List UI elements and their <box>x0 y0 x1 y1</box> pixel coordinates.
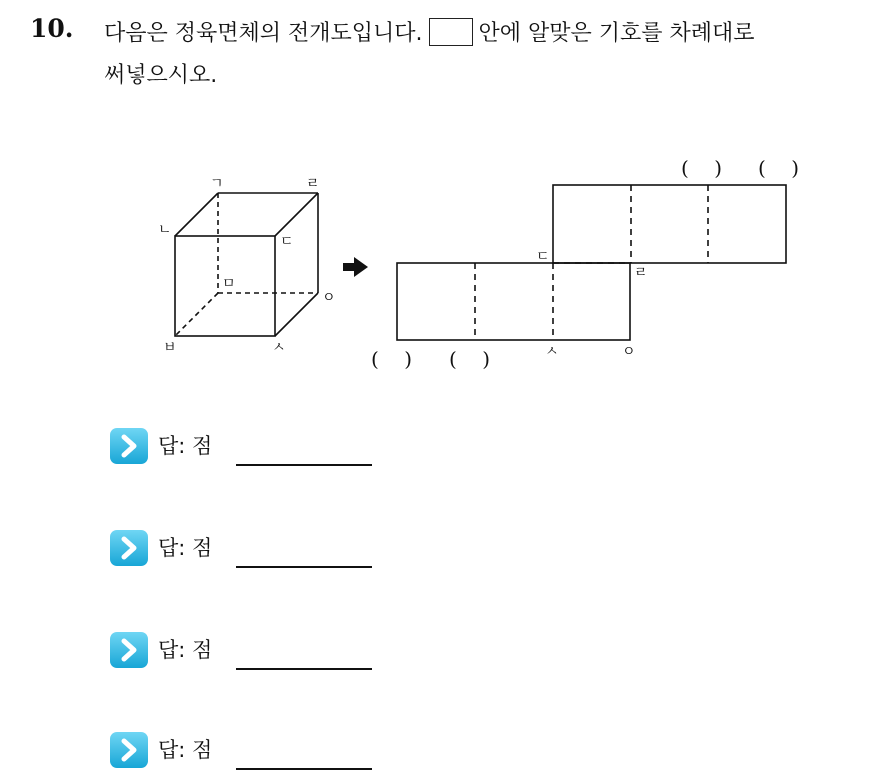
cube-hidden-edge <box>175 293 218 336</box>
net-blank-3: ( ) <box>371 347 413 371</box>
net-label-ieung: ㅇ <box>622 344 636 360</box>
answer-blank-line[interactable] <box>236 768 372 770</box>
question-text-part1: 다음은 정육면체의 전개도입니다. <box>104 21 423 46</box>
net-upper-strip <box>553 185 786 263</box>
cube-net-diagram <box>397 185 786 340</box>
question-text-part2: 안에 알맞은 기호를 차례대로 <box>478 21 755 46</box>
net-blank-1: ( ) <box>681 156 723 180</box>
cube-diagram <box>175 193 318 336</box>
cube-label-bieup: ㅂ <box>163 340 177 356</box>
net-label-digeut: ㄷ <box>536 249 550 265</box>
net-label-siot: ㅅ <box>545 344 559 360</box>
net-lower-strip <box>397 263 630 340</box>
cube-label-nieun: ㄴ <box>158 222 172 238</box>
answer-blank-line[interactable] <box>236 464 372 466</box>
chevron-right-icon <box>110 530 148 566</box>
cube-label-giyeok: ㄱ <box>210 176 224 192</box>
net-blank-2: ( ) <box>758 156 800 180</box>
cube-label-digeut: ㄷ <box>280 234 294 250</box>
cube-label-mieum: ㅁ <box>222 276 236 292</box>
net-blank-4: ( ) <box>449 347 491 371</box>
answer-label: 답: 점 <box>158 638 213 662</box>
arrow-right-icon <box>343 257 368 277</box>
answer-blank-line[interactable] <box>236 566 372 568</box>
net-label-rieul: ㄹ <box>634 265 648 281</box>
answer-label: 답: 점 <box>158 536 213 560</box>
chevron-right-icon <box>110 428 148 464</box>
cube-label-ieung: ㅇ <box>322 290 336 306</box>
question-text-line2: 써넣으시오. <box>104 63 218 88</box>
cube-label-rieul: ㄹ <box>306 176 320 192</box>
answer-label: 답: 점 <box>158 434 213 458</box>
question-number: 10. <box>30 14 74 43</box>
chevron-right-icon <box>110 732 148 768</box>
answer-label: 답: 점 <box>158 738 213 762</box>
answer-blank-line[interactable] <box>236 668 372 670</box>
cube-label-siot: ㅅ <box>272 340 286 356</box>
chevron-right-icon <box>110 632 148 668</box>
